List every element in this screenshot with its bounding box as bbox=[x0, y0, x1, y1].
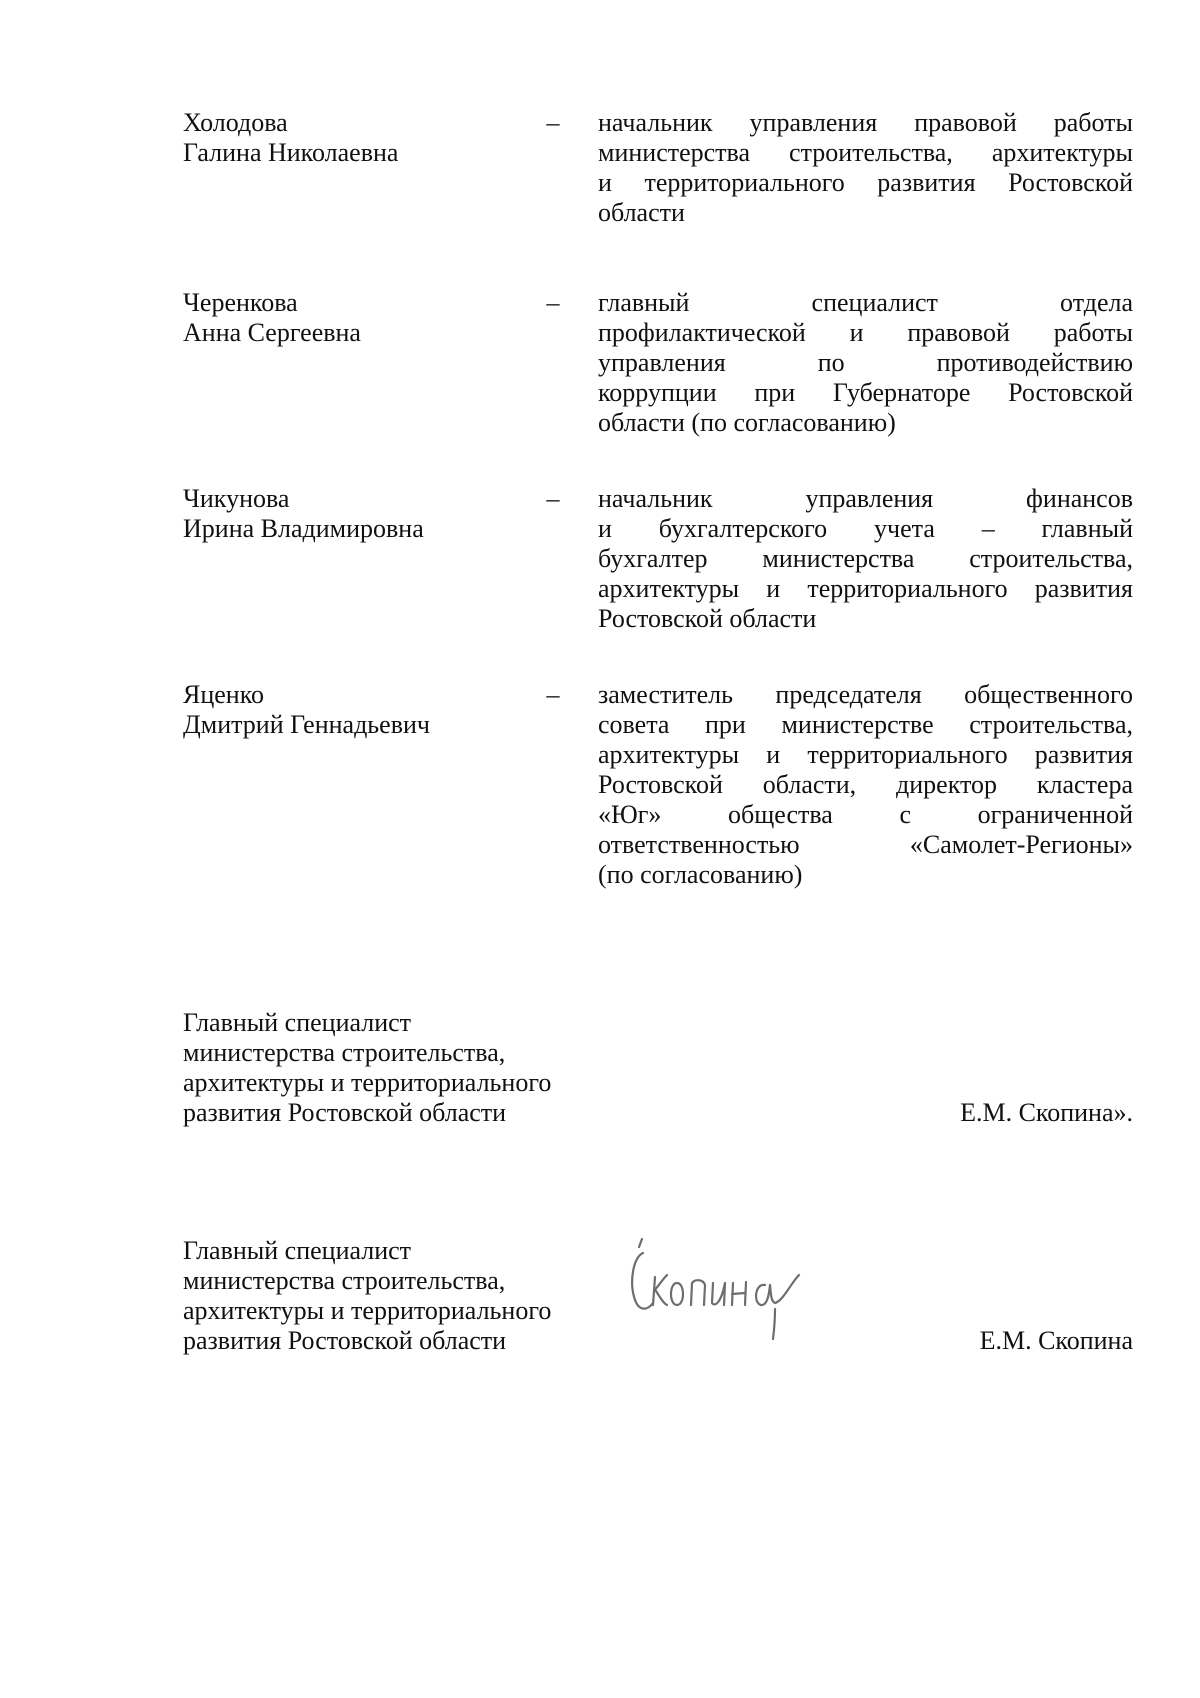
signatory-title-line: архитектуры и территориального bbox=[183, 1296, 552, 1325]
member-given-names: Дмитрий Геннадьевич bbox=[183, 710, 430, 739]
member-given-names: Анна Сергеевна bbox=[183, 318, 361, 347]
position-line: ответственностью «Самолет-Регионы» bbox=[598, 830, 1133, 859]
member-name bbox=[183, 484, 543, 544]
position-line: начальник управления правовой работы bbox=[598, 108, 1133, 137]
dash-separator: – bbox=[546, 108, 560, 137]
position-line: совета при министерстве строительства, bbox=[598, 710, 1133, 739]
position-line: заместитель председателя общественного bbox=[598, 680, 1133, 709]
member-position bbox=[598, 108, 1133, 228]
member-surname: Черенкова bbox=[183, 288, 298, 317]
dash-separator: – bbox=[546, 288, 560, 317]
position-line: главный специалист отдела bbox=[598, 288, 1133, 317]
member-surname: Чикунова bbox=[183, 484, 290, 513]
position-line: профилактической и правовой работы bbox=[598, 318, 1133, 347]
position-line: и территориального развития Ростовской bbox=[598, 168, 1133, 197]
dash-separator: – bbox=[546, 484, 560, 513]
position-line: начальник управления финансов bbox=[598, 484, 1133, 513]
signer-name: Е.М. Скопина». bbox=[960, 1098, 1133, 1127]
member-given-names: Ирина Владимировна bbox=[183, 514, 424, 543]
position-line: коррупции при Губернаторе Ростовской bbox=[598, 378, 1133, 407]
member-surname: Яценко bbox=[183, 680, 265, 709]
position-line: архитектуры и территориального развития bbox=[598, 574, 1133, 603]
dash-separator: – bbox=[546, 680, 560, 709]
signatory-title-line: развития Ростовской области bbox=[183, 1326, 507, 1355]
position-line: бухгалтер министерства строительства, bbox=[598, 544, 1133, 573]
member-name bbox=[183, 108, 543, 168]
signatory-title-line: министерства строительства, bbox=[183, 1266, 506, 1295]
position-line: области bbox=[598, 198, 685, 227]
member-position bbox=[598, 288, 1133, 438]
position-line: (по согласованию) bbox=[598, 860, 803, 889]
position-line: области (по согласованию) bbox=[598, 408, 896, 437]
signature-block-quoted bbox=[183, 1008, 1133, 1128]
position-line: управления по противодействию bbox=[598, 348, 1133, 377]
position-line: министерства строительства, архитектуры bbox=[598, 138, 1133, 167]
member-position bbox=[598, 680, 1133, 890]
handwritten-signature bbox=[625, 1225, 825, 1345]
member-position bbox=[598, 484, 1133, 634]
position-line: Ростовской области bbox=[598, 604, 817, 633]
position-line: архитектуры и территориального развития bbox=[598, 740, 1133, 769]
position-line: «Юг» общества с ограниченной bbox=[598, 800, 1133, 829]
member-given-names: Галина Николаевна bbox=[183, 138, 399, 167]
signatory-title-line: Главный специалист bbox=[183, 1236, 412, 1265]
signer-name: Е.М. Скопина bbox=[979, 1326, 1133, 1355]
position-line: Ростовской области, директор кластера bbox=[598, 770, 1133, 799]
member-name bbox=[183, 288, 543, 348]
signatory-title-line: развития Ростовской области bbox=[183, 1098, 507, 1127]
signatory-title-line: министерства строительства, bbox=[183, 1038, 506, 1067]
member-name bbox=[183, 680, 543, 740]
member-surname: Холодова bbox=[183, 108, 288, 137]
signatory-title-line: Главный специалист bbox=[183, 1008, 412, 1037]
signatory-title-line: архитектуры и территориального bbox=[183, 1068, 552, 1097]
position-line: и бухгалтерского учета – главный bbox=[598, 514, 1133, 543]
